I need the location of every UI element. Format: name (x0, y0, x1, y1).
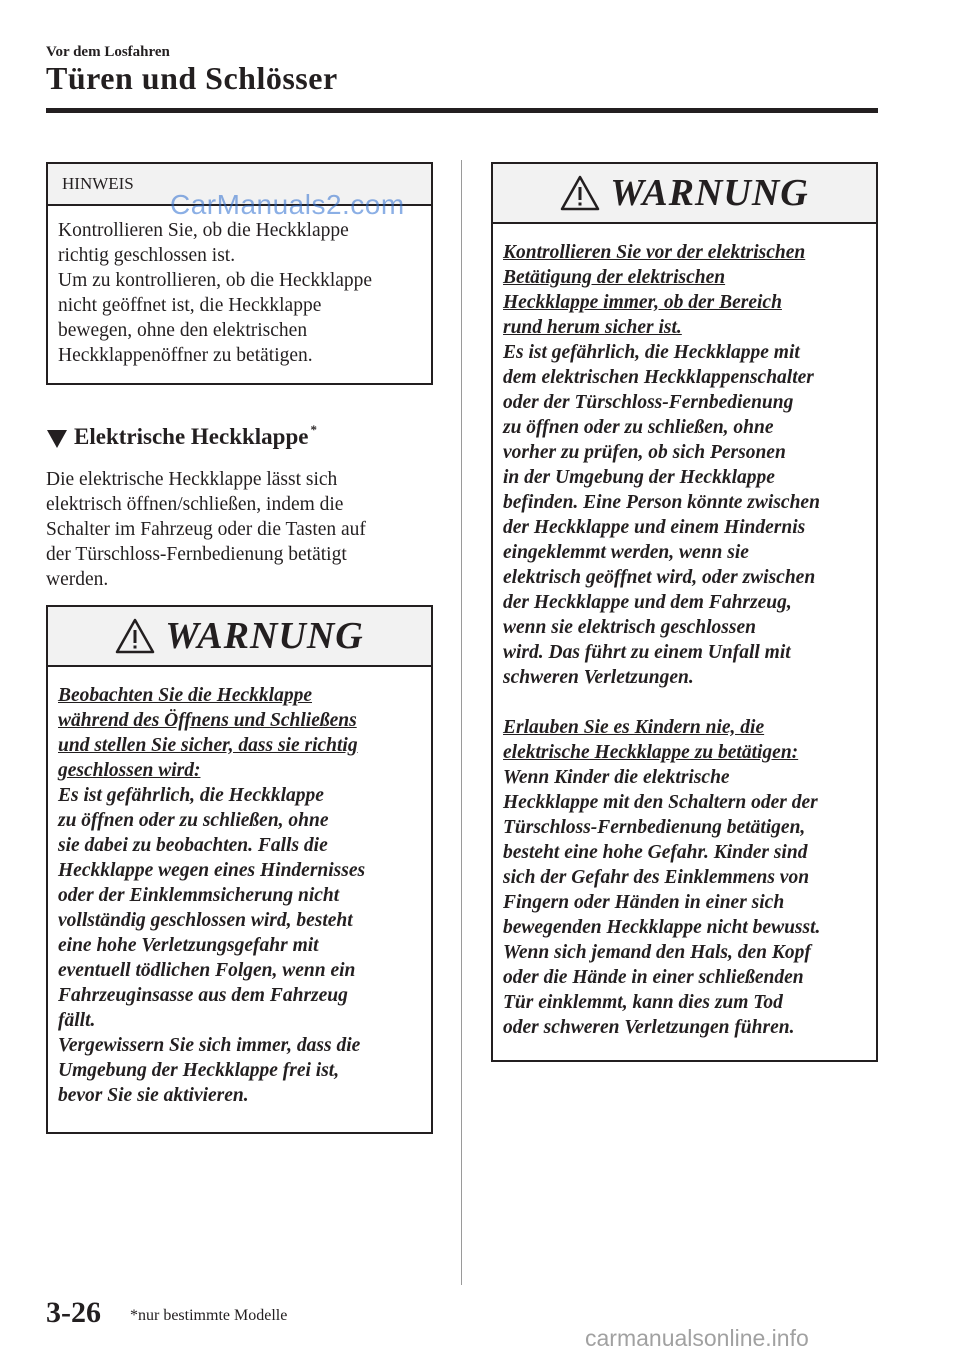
triangle-down-icon (46, 429, 68, 449)
warning-title: WARNUNG (610, 172, 809, 214)
paragraph-line: Die elektrische Heckklappe lässt sich (46, 469, 338, 490)
warning-underlined-line: Betätigung der elektrischen (503, 267, 726, 288)
warning-line: eventuell tödlichen Folgen, wenn ein (58, 960, 356, 981)
warning-title: WARNUNG (165, 615, 364, 657)
watermark-top: CarManuals2.com (170, 189, 405, 220)
warning-box-left (46, 605, 433, 1134)
warning-line: Türschloss-Fernbedienung betätigen, (503, 817, 806, 838)
note-heading: HINWEIS (48, 164, 431, 206)
column-divider (461, 160, 462, 1285)
page-number: 3-26 (46, 1296, 101, 1329)
warning-line: Wenn Kinder die elektrische (503, 767, 730, 788)
warning-line: vorher zu prüfen, ob sich Personen (503, 442, 786, 463)
paragraph-line: werden. (46, 569, 109, 590)
warning-underlined-line: während des Öffnens und Schließens (58, 710, 357, 731)
note-line: Um zu kontrollieren, ob die Heckklappe (58, 270, 373, 291)
warning-line: bewegenden Heckklappe nicht bewusst. (503, 917, 821, 938)
note-body (48, 206, 431, 368)
warning-triangle-icon (560, 175, 600, 211)
warning-line: dem elektrischen Heckklappenschalter (503, 367, 814, 388)
paragraph-line: elektrisch öffnen/schließen, indem die (46, 494, 344, 515)
warning-line: eingeklemmt werden, wenn sie (503, 542, 749, 563)
warning-line: oder die Hände in einer schließenden (503, 967, 804, 988)
warning-line: Es ist gefährlich, die Heckklappe (58, 785, 324, 806)
warning-box-right (491, 162, 878, 1062)
warning-body (493, 224, 876, 1040)
warning-line: in der Umgebung der Heckklappe (503, 467, 775, 488)
warning-underlined-line: und stellen Sie sicher, dass sie richtig (58, 735, 358, 756)
footnote: *nur bestimmte Modelle (130, 1307, 288, 1324)
warning-line: befinden. Eine Person könnte zwischen (503, 492, 820, 513)
warning-line: sie dabei zu beobachten. Falls die (58, 835, 328, 856)
warning-line: Umgebung der Heckklappe frei ist, (58, 1060, 340, 1081)
warning-line: Vergewissern Sie sich immer, dass die (58, 1035, 361, 1056)
warning-underlined-line: Erlauben Sie es Kindern nie, die (503, 717, 765, 738)
note-line: richtig geschlossen ist. (58, 245, 236, 266)
warning-line: Fahrzeuginsasse aus dem Fahrzeug (58, 985, 348, 1006)
warning-line: zu öffnen oder zu schließen, ohne (503, 417, 774, 438)
warning-line: Heckklappe wegen eines Hindernisses (58, 860, 366, 881)
warning-underlined-line: Heckklappe immer, ob der Bereich (503, 292, 782, 313)
warning-line: besteht eine hohe Gefahr. Kinder sind (503, 842, 808, 863)
warning-header (493, 164, 876, 224)
title-rule (46, 108, 878, 113)
warning-line: wenn sie elektrisch geschlossen (503, 617, 756, 638)
warning-line: Es ist gefährlich, die Heckklappe mit (503, 342, 800, 363)
subsection-paragraph (46, 467, 441, 592)
page-title: Türen und Schlösser (46, 60, 338, 96)
note-line: Kontrollieren Sie, ob die Heckklappe (58, 220, 349, 241)
warning-line: Fingern oder Händen in einer sich (503, 892, 785, 913)
warning-line: schweren Verletzungen. (503, 667, 694, 688)
warning-line: elektrisch geöffnet wird, oder zwischen (503, 567, 816, 588)
warning-line: oder der Türschloss-Fernbedienung (503, 392, 794, 413)
warning-line: eine hohe Verletzungsgefahr mit (58, 935, 319, 956)
warning-header (48, 607, 431, 667)
warning-line: der Heckklappe und einem Hindernis (503, 517, 806, 538)
warning-line: zu öffnen oder zu schließen, ohne (58, 810, 329, 831)
note-line: Heckklappenöffner zu betätigen. (58, 345, 313, 366)
warning-underlined-line: Kontrollieren Sie vor der elektrischen (503, 242, 806, 263)
warning-triangle-icon (115, 618, 155, 654)
warning-line: Tür einklemmt, kann dies zum Tod (503, 992, 783, 1013)
warning-line: der Heckklappe und dem Fahrzeug, (503, 592, 792, 613)
warning-underlined-line: geschlossen wird: (58, 760, 201, 781)
warning-line: wird. Das führt zu einem Unfall mit (503, 642, 791, 663)
subsection-heading-text: Elektrische Heckklappe (74, 424, 309, 449)
warning-line: sich der Gefahr des Einklemmens von (503, 867, 810, 888)
paragraph-line: der Türschloss-Fernbedienung betätigt (46, 544, 347, 565)
warning-line: vollständig geschlossen wird, besteht (58, 910, 353, 931)
warning-body (48, 667, 431, 1108)
note-line: nicht geöffnet ist, die Heckklappe (58, 295, 322, 316)
paragraph-line: Schalter im Fahrzeug oder die Tasten auf (46, 519, 366, 540)
footnote-marker: * (310, 422, 317, 437)
watermark-bottom: carmanualsonline.info (585, 1325, 809, 1351)
subsection-heading (46, 424, 317, 450)
warning-underlined-line: rund herum sicher ist. (503, 317, 682, 338)
note-line: bewegen, ohne den elektrischen (58, 320, 308, 341)
warning-line: fällt. (58, 1010, 96, 1031)
paragraph-gap (503, 690, 866, 715)
warning-line: oder schweren Verletzungen führen. (503, 1017, 795, 1038)
warning-line: oder der Einklemmsicherung nicht (58, 885, 340, 906)
warning-line: bevor Sie sie aktivieren. (58, 1085, 249, 1106)
warning-line: Wenn sich jemand den Hals, den Kopf (503, 942, 811, 963)
warning-underlined-line: elektrische Heckklappe zu betätigen: (503, 742, 799, 763)
warning-underlined-line: Beobachten Sie die Heckklappe (58, 685, 312, 706)
warning-line: Heckklappe mit den Schaltern oder der (503, 792, 818, 813)
section-label: Vor dem Losfahren (46, 44, 170, 60)
